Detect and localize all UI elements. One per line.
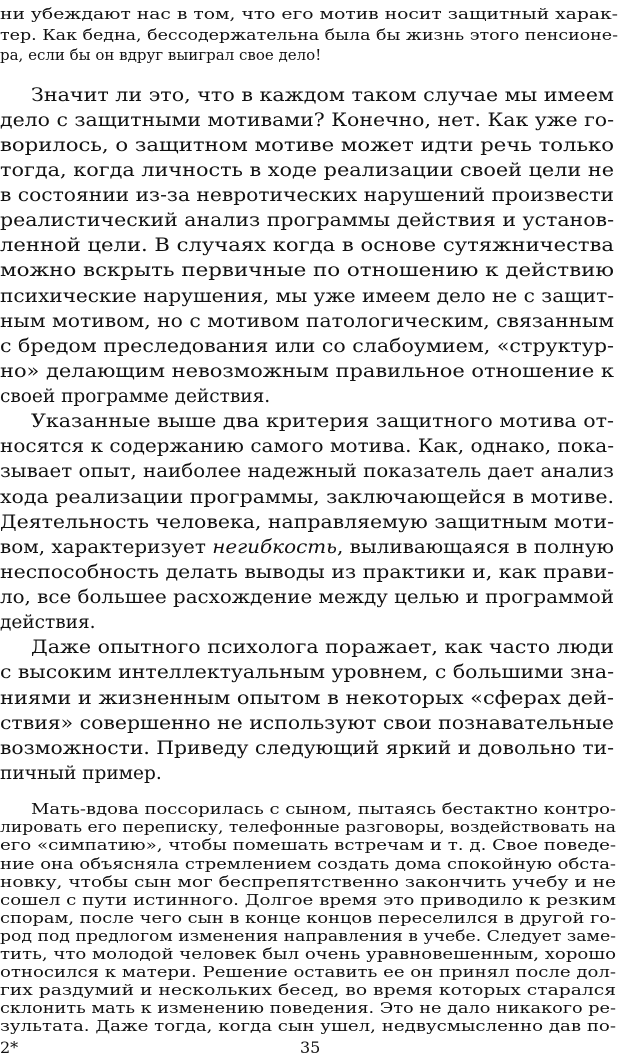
example-text-line: гих раздумий и нескольких бесед, во время которых старался [0,981,617,999]
main-text-line: вом, характеризует негибкость, выливающаяся в полную [0,537,614,558]
main-text-line: действия. [0,612,96,633]
main-text-line: хода реализации программы, заключающейся в мотиве. [0,487,615,508]
main-text-line: Деятельность человека, направляемую защитным моти- [0,512,614,533]
example-text-line: тить, что молодой человек был очень уравновешенным, хорошо [0,945,617,963]
main-text-line: Значит ли это, что в каждом таком случае мы имеем [31,85,615,106]
main-text-line: зывает опыт, наиболее надежный показатель дает анализ [0,461,614,482]
top-excerpt-line: ра, если бы он вдруг выиграл свое дело! [0,46,322,64]
example-text-line: склонить мать к изменению поведения. Это не дало никакого ре- [0,999,616,1017]
example-text-line: зультата. Даже тогда, когда сын ушел, недвусмысленно дав по- [0,1017,617,1035]
main-text-line: ленной цели. В случаях когда в основе сутяжничества [0,235,615,256]
example-text-line: лировать его переписку, телефонные разговоры, воздействовать на [0,818,617,836]
example-text-line: ние она объясняла стремлением создать дома спокойную обста- [0,855,616,873]
main-text-line: тогда, когда личность в ходе реализации своей цели не [0,160,614,181]
main-text-line: с высоким интеллектуальным уровнем, с большими зна- [0,662,614,683]
example-text-line: его «симпатию», чтобы помешать встречам и т. д. Свое поведе- [0,836,617,854]
main-text-line: Даже опытного психолога поражает, как часто люди [31,637,615,658]
main-text-line: можно вскрыть первичные по отношению к действию [0,260,615,281]
main-text-line: своей программе действия. [0,386,271,407]
main-text-line: возможности. Приведу следующий яркий и довольно ти- [0,738,615,759]
main-text-line: ворилось, о защитном мотиве может идти речь только [0,135,615,156]
example-text-line: Мать-вдова поссорилась с сыном, пытаясь бестактно контро- [31,800,616,818]
main-text-line: пичный пример. [0,763,162,784]
main-text-line: ниями и жизненным опытом в некоторых «сферах дей- [0,688,614,709]
main-text-line: ствия» совершенно не используют свои познавательные [0,713,614,734]
main-text-line: неспособность делать выводы из практики и, как прави- [0,562,614,583]
main-text-line: реалистический анализ программы действия и установ- [0,210,614,231]
example-text-line: род под предлогом изменения направления в учебе. Следует заме- [0,927,616,945]
top-excerpt-line: тер. Как бедна, бессодержательна была бы жизнь этого пенсионе- [0,26,619,44]
main-text-line: Указанные выше два критерия защитного мотива от- [31,411,614,432]
example-text-line: спорам, после чего сын в конце концов переселился в другой го- [0,909,617,927]
main-text-line: но» делающим невозможным правильное отношение к [0,361,615,382]
signature-mark: 2* [0,1038,19,1057]
example-text-line: новку, чтобы сын мог беспрепятственно закончить учебу и не [0,873,617,891]
main-text-line: с бредом преследования или со слабоумием, «структур- [0,336,615,357]
main-text-line: в состоянии из-за невротических нарушений произвести [0,185,614,206]
top-excerpt-line: ни убеждают нас в том, что его мотив носит защитный харак- [0,5,619,23]
example-text-line: сошел с пути истинного. Долгое время это приводило к резким [0,891,617,909]
main-text-line: ло, все большее расхождение между целью и программой [0,587,615,608]
main-text-line: дело с защитными мотивами? Конечно, нет. Как уже го- [0,110,615,131]
main-text-line: психические нарушения, мы уже имеем дело не с защит- [0,286,615,307]
main-text-line: носятся к содержанию самого мотива. Как, однако, пока- [0,436,615,457]
main-text-line: ным мотивом, но с мотивом патологическим, связанным [0,311,615,332]
page-number: 35 [300,1038,321,1057]
example-text-line: относился к матери. Решение оставить ее он принял после дол- [0,963,616,981]
